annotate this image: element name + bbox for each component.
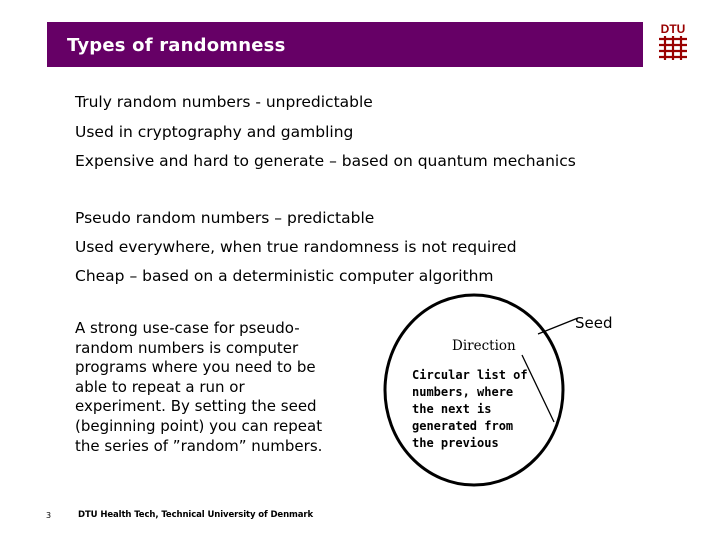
seed-label: Seed — [575, 314, 613, 332]
slide-title: Types of randomness — [67, 35, 286, 56]
pseudo-random-line-1: Used everywhere, when true randomness is not required — [75, 238, 517, 256]
direction-label: Direction — [452, 338, 516, 354]
pseudo-random-title: Pseudo random numbers — [75, 209, 270, 227]
truly-random-line-1: Used in cryptography and gambling — [75, 123, 354, 141]
pseudo-random-suffix: – predictable — [269, 209, 375, 227]
truly-random-title: Truly random numbers — [75, 93, 251, 111]
footer-text: DTU Health Tech, Technical University of Denmark — [78, 510, 314, 520]
pseudo-random-line-2: Cheap – based on a deterministic computer algorithm — [75, 267, 494, 285]
page-number: 3 — [46, 511, 52, 520]
truly-random-line-2: Expensive and hard to generate – based on quantum mechanics — [75, 152, 576, 170]
dtu-logo-text: DTU — [660, 22, 686, 36]
truly-random-suffix: - unpredictable — [250, 93, 373, 111]
seed-pointer-line — [538, 318, 578, 334]
circular-list-text: Circular list of numbers, where the next is generated from the previous — [412, 368, 528, 450]
use-case-paragraph: A strong use-case for pseudo-random numbers is computer programs where you need to be able to repeat a run or experiment. By setting the seed (beginning point) you can repeat the series of ”random” numbers. — [75, 319, 323, 455]
